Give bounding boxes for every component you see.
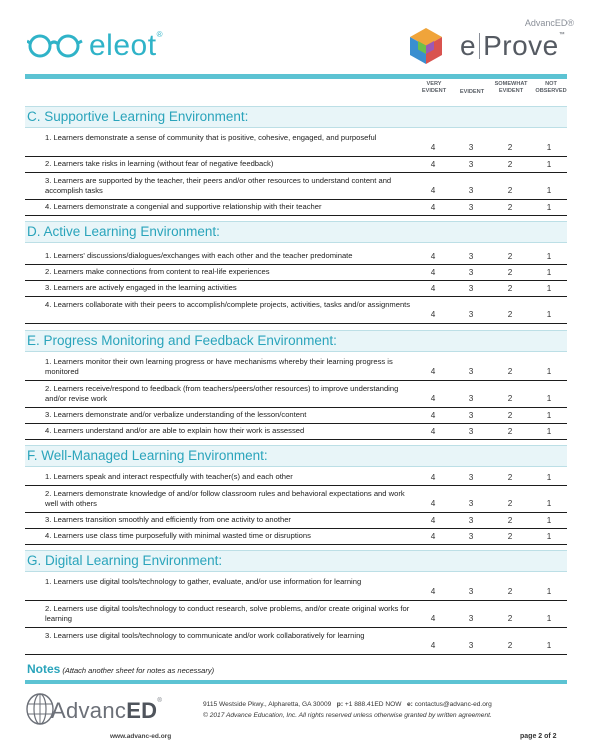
score-very-evident[interactable]: 4 — [430, 473, 436, 482]
notes-title: Notes — [27, 662, 61, 676]
glasses-icon — [27, 33, 83, 59]
score-somewhat-evident[interactable]: 2 — [507, 587, 513, 596]
item-text: 2. Learners make connections from content to real-life experiences — [45, 267, 270, 276]
score-somewhat-evident[interactable]: 2 — [507, 427, 513, 436]
item-text: 1. Learners speak and interact respectfully with teacher(s) and each other — [45, 472, 293, 481]
score-not-observed[interactable]: 1 — [546, 284, 552, 293]
score-somewhat-evident[interactable]: 2 — [507, 516, 513, 525]
score-somewhat-evident[interactable]: 2 — [507, 143, 513, 152]
footer-divider — [25, 680, 567, 684]
score-evident[interactable]: 3 — [468, 516, 474, 525]
table-row — [25, 249, 567, 265]
item-text: 3. Learners are actively engaged in the learning activities — [45, 283, 237, 292]
score-very-evident[interactable]: 4 — [430, 641, 436, 650]
score-evident[interactable]: 3 — [468, 143, 474, 152]
score-very-evident[interactable]: 4 — [430, 499, 436, 508]
item-text: 4. Learners use class time purposefully with minimal wasted time or disruptions — [45, 531, 311, 540]
score-not-observed[interactable]: 1 — [546, 427, 552, 436]
section-header-d — [25, 221, 567, 243]
score-very-evident[interactable]: 4 — [430, 143, 436, 152]
cube-icon — [408, 26, 444, 66]
item-text: 1. Learners demonstrate a sense of community that is positive, cohesive, engaged, and purposeful — [45, 133, 377, 142]
item-text: 1. Learners' discussions/dialogues/exchanges with each other and the teacher predominate — [45, 251, 353, 260]
score-not-observed[interactable]: 1 — [546, 367, 552, 376]
notes-heading — [27, 662, 214, 676]
advanced-wordmark: AdvancED® — [51, 698, 163, 723]
table-row — [25, 265, 567, 281]
notes-hint: (Attach another sheet for notes as necessary) — [62, 666, 215, 675]
section-title: D. Active Learning Environment: — [27, 224, 220, 239]
item-text: 2. Learners take risks in learning (without fear of negative feedback) — [45, 159, 274, 168]
score-evident[interactable]: 3 — [468, 427, 474, 436]
score-very-evident[interactable]: 4 — [430, 284, 436, 293]
footer-contact — [203, 701, 492, 708]
advanced-small-label: AdvancED® — [524, 18, 574, 28]
score-very-evident[interactable]: 4 — [430, 203, 436, 212]
score-evident[interactable]: 3 — [468, 641, 474, 650]
footer-phone: +1 888.41ED NOW — [344, 701, 402, 708]
section-header-e — [25, 330, 567, 352]
score-evident[interactable]: 3 — [468, 473, 474, 482]
col-header-evident: EVIDENT — [459, 89, 485, 95]
item-text: 4. Learners collaborate with their peers to accomplish/complete projects, activities, tasks and/or assignments — [45, 300, 411, 309]
score-very-evident[interactable]: 4 — [430, 367, 436, 376]
score-somewhat-evident[interactable]: 2 — [507, 310, 513, 319]
eprove-wordmark: e Prove™ — [460, 30, 566, 61]
table-row — [25, 574, 567, 601]
score-somewhat-evident[interactable]: 2 — [507, 473, 513, 482]
score-somewhat-evident[interactable]: 2 — [507, 641, 513, 650]
item-text: 1. Learners use digital tools/technology to gather, evaluate, and/or use information for learning — [45, 577, 362, 586]
score-somewhat-evident[interactable]: 2 — [507, 284, 513, 293]
score-not-observed[interactable]: 1 — [546, 614, 552, 623]
table-row — [25, 200, 567, 216]
score-somewhat-evident[interactable]: 2 — [507, 394, 513, 403]
col-header-very-evident: VERY EVIDENT — [421, 81, 447, 94]
score-very-evident[interactable]: 4 — [430, 268, 436, 277]
item-text: 2. Learners receive/respond to feedback (from teachers/peers/other resources) to improve understanding and/or revise work — [45, 384, 399, 403]
score-not-observed[interactable]: 1 — [546, 532, 552, 541]
section-title: G. Digital Learning Environment: — [27, 553, 223, 568]
score-very-evident[interactable]: 4 — [430, 532, 436, 541]
score-not-observed[interactable]: 1 — [546, 203, 552, 212]
section-header-c — [25, 106, 567, 128]
phone-label: p: — [336, 701, 344, 708]
footer-url[interactable]: www.advanc-ed.org — [110, 733, 172, 740]
advanced-logo — [25, 690, 205, 728]
score-not-observed[interactable]: 1 — [546, 641, 552, 650]
footer-address: 9115 Westside Pkwy., Alpharetta, GA 30009 — [203, 701, 332, 708]
table-row — [25, 281, 567, 297]
score-very-evident[interactable]: 4 — [430, 411, 436, 420]
table-row — [25, 354, 567, 381]
score-very-evident[interactable]: 4 — [430, 516, 436, 525]
table-row — [25, 529, 567, 545]
footer-email[interactable]: contactus@advanc-ed.org — [414, 701, 492, 708]
section-title: F. Well-Managed Learning Environment: — [27, 448, 268, 463]
email-label: e: — [407, 701, 413, 708]
score-not-observed[interactable]: 1 — [546, 394, 552, 403]
score-evident[interactable]: 3 — [468, 532, 474, 541]
item-text: 3. Learners use digital tools/technology to communicate and/or work collaboratively for learning — [45, 631, 365, 640]
score-not-observed[interactable]: 1 — [546, 252, 552, 261]
item-text: 1. Learners monitor their own learning progress or have mechanisms whereby their learning progress is monitored — [45, 357, 393, 376]
score-evident[interactable]: 3 — [468, 160, 474, 169]
score-somewhat-evident[interactable]: 2 — [507, 499, 513, 508]
page-number: page 2 of 2 — [520, 733, 557, 740]
score-not-observed[interactable]: 1 — [546, 411, 552, 420]
score-evident[interactable]: 3 — [468, 268, 474, 277]
table-row — [25, 173, 567, 200]
score-evident[interactable]: 3 — [468, 186, 474, 195]
score-somewhat-evident[interactable]: 2 — [507, 614, 513, 623]
score-very-evident[interactable]: 4 — [430, 310, 436, 319]
col-header-not-observed: NOT OBSERVED — [535, 81, 567, 94]
item-text: 2. Learners demonstrate knowledge of and/or follow classroom rules and behavioral expectations and work well with others — [45, 489, 405, 508]
score-evident[interactable]: 3 — [468, 367, 474, 376]
table-row — [25, 601, 567, 628]
score-very-evident[interactable]: 4 — [430, 186, 436, 195]
score-not-observed[interactable]: 1 — [546, 499, 552, 508]
score-very-evident[interactable]: 4 — [430, 160, 436, 169]
item-text: 3. Learners are supported by the teacher, their peers and/or other resources to understand content and accomplish tasks — [45, 176, 392, 195]
score-very-evident[interactable]: 4 — [430, 614, 436, 623]
header-divider — [25, 74, 567, 79]
score-evident[interactable]: 3 — [468, 310, 474, 319]
score-very-evident[interactable]: 4 — [430, 252, 436, 261]
score-somewhat-evident[interactable]: 2 — [507, 203, 513, 212]
table-row — [25, 381, 567, 408]
table-row — [25, 408, 567, 424]
score-evident[interactable]: 3 — [468, 394, 474, 403]
eprove-logo — [408, 18, 578, 68]
item-text: 3. Learners transition smoothly and efficiently from one activity to another — [45, 515, 291, 524]
item-text: 3. Learners demonstrate and/or verbalize understanding of the lesson/content — [45, 410, 307, 419]
table-row — [25, 157, 567, 173]
score-very-evident[interactable]: 4 — [430, 394, 436, 403]
score-not-observed[interactable]: 1 — [546, 160, 552, 169]
item-text: 2. Learners use digital tools/technology to conduct research, solve problems, and/or create original works for learning — [45, 604, 410, 623]
table-row — [25, 628, 567, 655]
eleot-logo — [27, 26, 163, 66]
score-somewhat-evident[interactable]: 2 — [507, 268, 513, 277]
table-row — [25, 469, 567, 486]
score-evident[interactable]: 3 — [468, 587, 474, 596]
score-somewhat-evident[interactable]: 2 — [507, 186, 513, 195]
score-evident[interactable]: 3 — [468, 203, 474, 212]
score-not-observed[interactable]: 1 — [546, 310, 552, 319]
item-text: 4. Learners demonstrate a congenial and supportive relationship with their teacher — [45, 202, 322, 211]
eleot-brand-text: eleot® — [89, 29, 163, 62]
section-header-g — [25, 550, 567, 572]
footer-copyright: © 2017 Advance Education, Inc. All rights reserved unless otherwise granted by written agreement. — [203, 712, 492, 719]
score-not-observed[interactable]: 1 — [546, 186, 552, 195]
table-row — [25, 130, 567, 157]
score-evident[interactable]: 3 — [468, 499, 474, 508]
table-row — [25, 486, 567, 513]
score-somewhat-evident[interactable]: 2 — [507, 160, 513, 169]
score-not-observed[interactable]: 1 — [546, 268, 552, 277]
score-somewhat-evident[interactable]: 2 — [507, 252, 513, 261]
section-title: E. Progress Monitoring and Feedback Environment: — [27, 333, 337, 348]
section-title: C. Supportive Learning Environment: — [27, 109, 249, 124]
score-evident[interactable]: 3 — [468, 411, 474, 420]
score-evident[interactable]: 3 — [468, 284, 474, 293]
item-text: 4. Learners understand and/or are able to explain how their work is assessed — [45, 426, 305, 435]
score-not-observed[interactable]: 1 — [546, 473, 552, 482]
col-header-somewhat-evident: SOMEWHAT EVIDENT — [494, 81, 528, 94]
score-not-observed[interactable]: 1 — [546, 143, 552, 152]
score-somewhat-evident[interactable]: 2 — [507, 411, 513, 420]
score-evident[interactable]: 3 — [468, 614, 474, 623]
section-header-f — [25, 445, 567, 467]
score-somewhat-evident[interactable]: 2 — [507, 532, 513, 541]
table-row — [25, 424, 567, 440]
score-not-observed[interactable]: 1 — [546, 587, 552, 596]
score-very-evident[interactable]: 4 — [430, 427, 436, 436]
score-somewhat-evident[interactable]: 2 — [507, 367, 513, 376]
score-evident[interactable]: 3 — [468, 252, 474, 261]
score-very-evident[interactable]: 4 — [430, 587, 436, 596]
table-row — [25, 513, 567, 529]
table-row — [25, 297, 567, 324]
score-not-observed[interactable]: 1 — [546, 516, 552, 525]
